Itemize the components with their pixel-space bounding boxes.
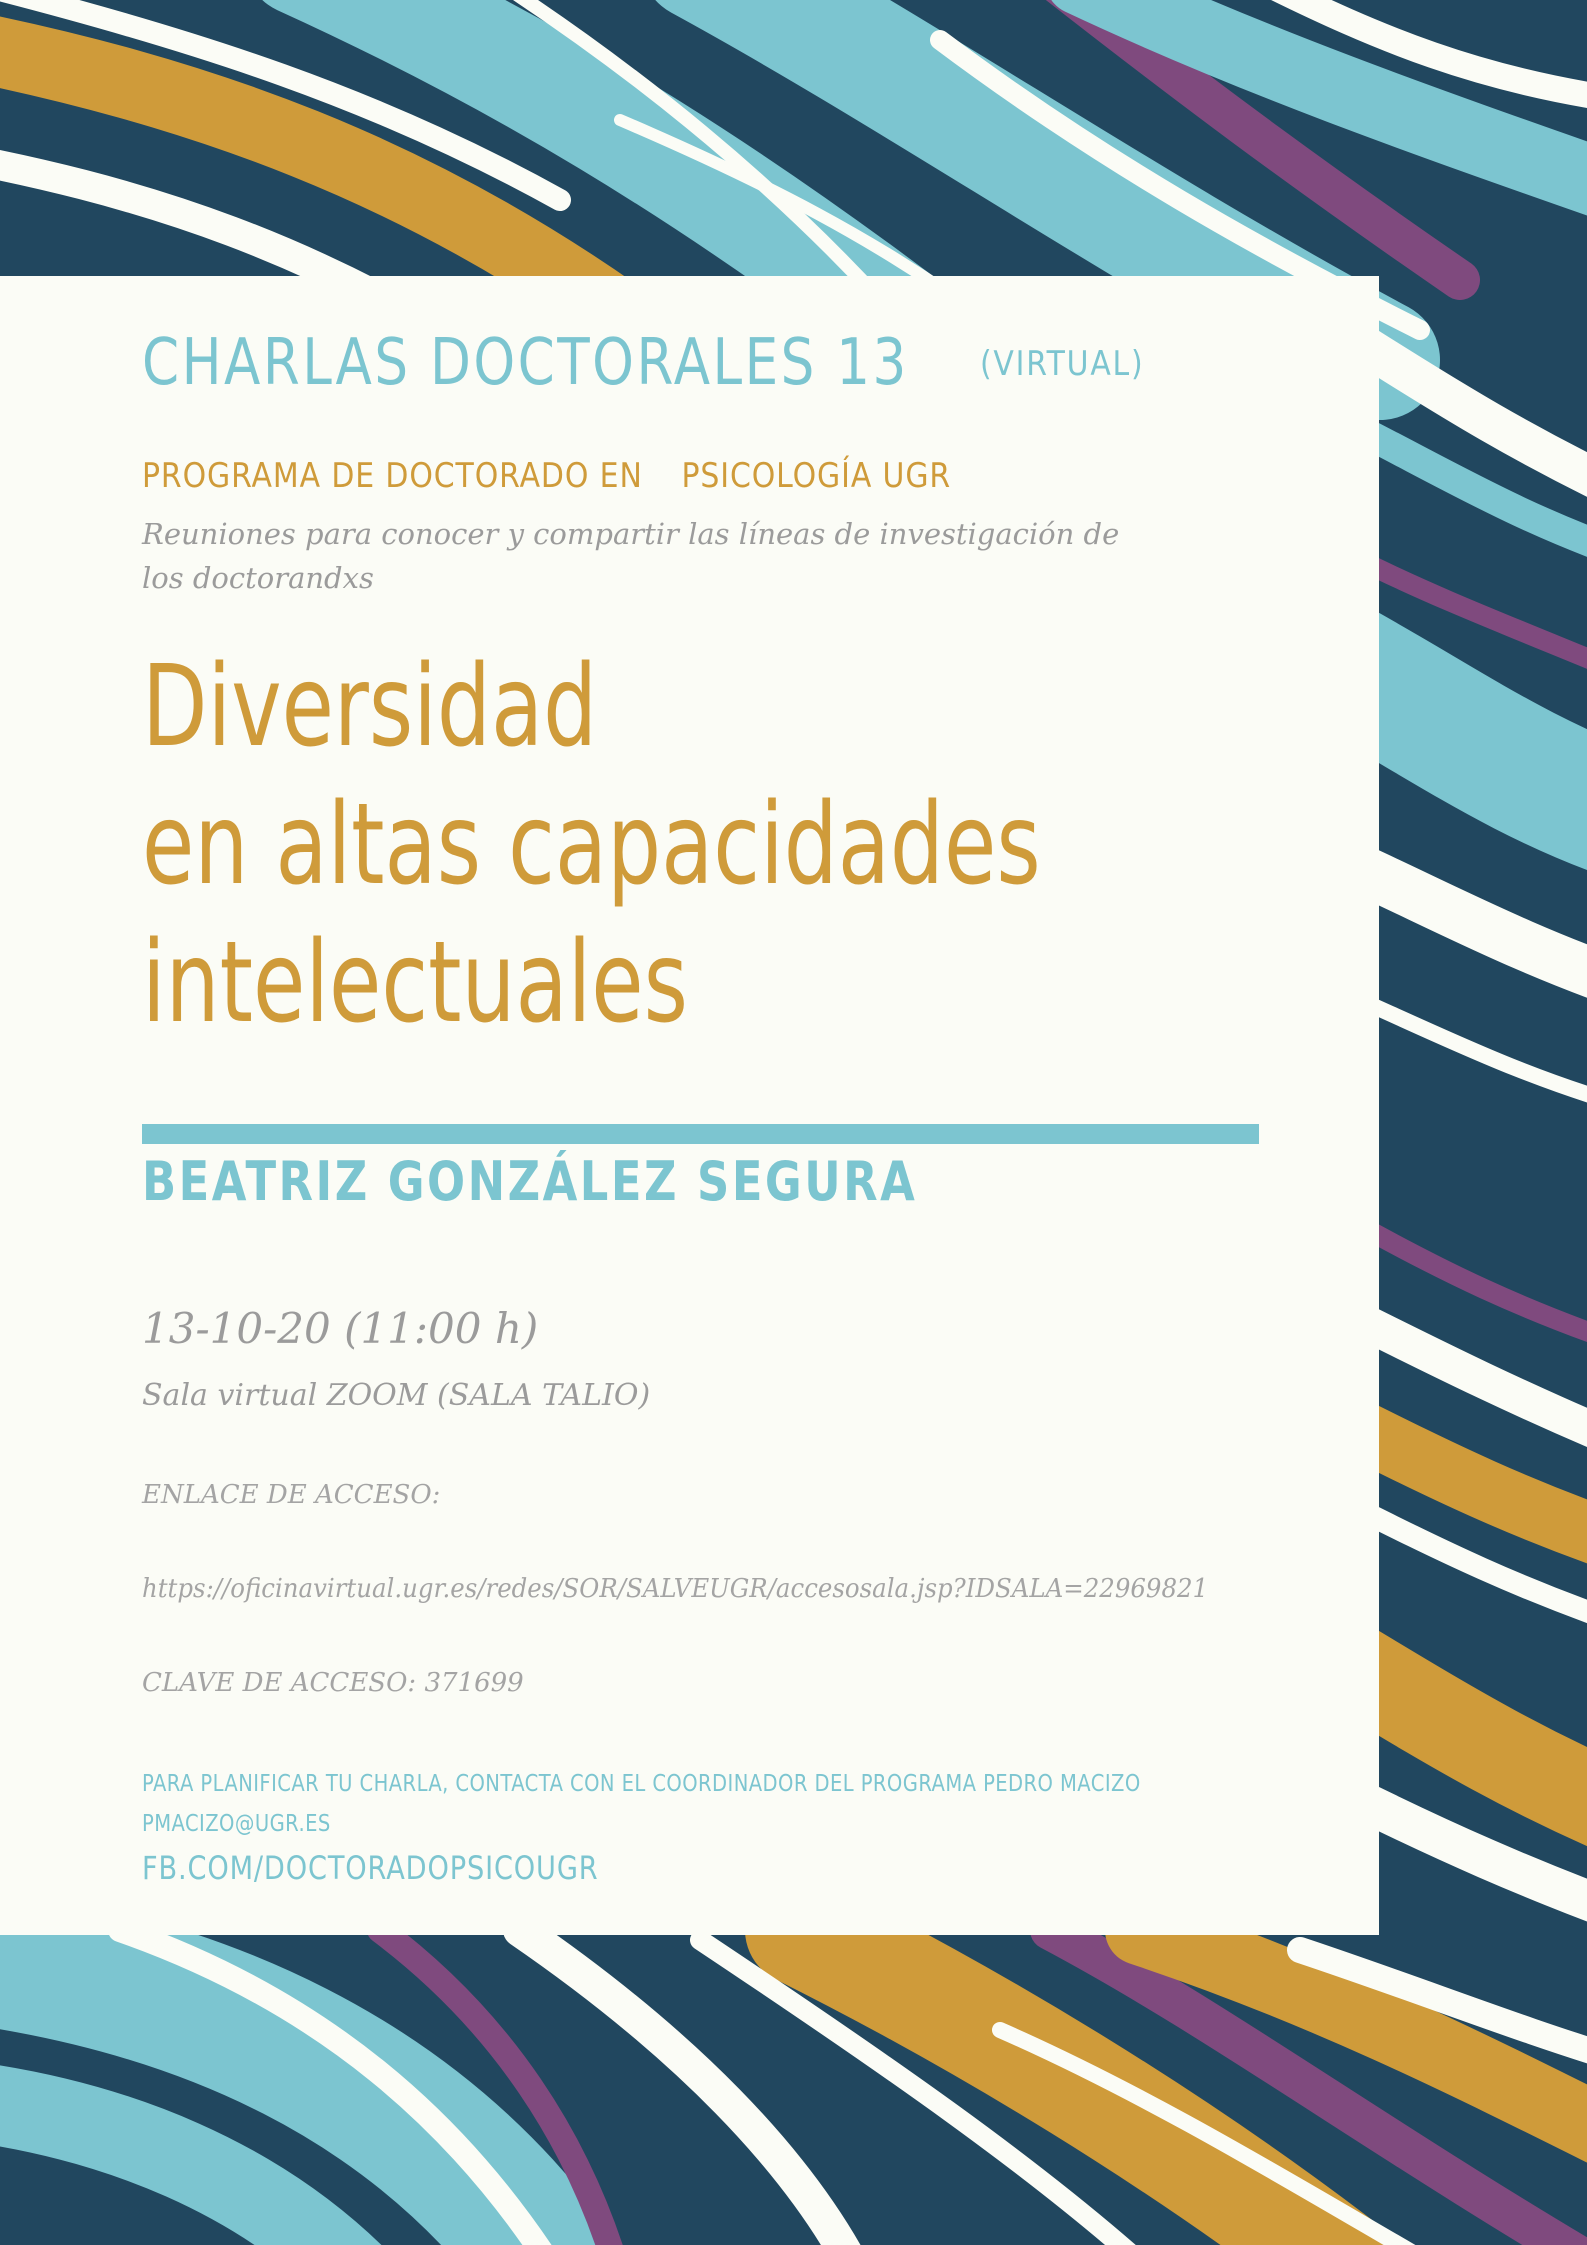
access-link[interactable]: https://oficinavirtual.ugr.es/redes/SOR/SALVEUGR/accesosala.jsp?IDSALA=22969821 — [142, 1574, 1209, 1604]
facebook-link[interactable]: FB.COM/DOCTORADOPSICOUGR — [142, 1849, 599, 1887]
contact-email[interactable]: PMACIZO@UGR.ES — [142, 1811, 331, 1837]
content-panel — [0, 276, 1379, 1935]
talk-title-line: intelectuales — [142, 918, 689, 1048]
access-key: CLAVE DE ACCESO: 371699 — [142, 1668, 524, 1698]
access-link-label: ENLACE DE ACCESO: — [142, 1480, 441, 1510]
title-divider — [142, 1124, 1259, 1144]
event-venue: Sala virtual ZOOM (SALA TALIO) — [142, 1378, 651, 1413]
talk-title — [142, 638, 1272, 1052]
event-datetime: 13-10-20 (11:00 h) — [142, 1304, 539, 1353]
description: Reuniones para conocer y compartir las líneas de investigación de los doctorandxs — [142, 517, 1120, 595]
contact-info — [142, 1764, 1272, 1844]
talk-title-line: Diversidad — [142, 642, 598, 772]
series-title: CHARLAS DOCTORALES 13 — [142, 326, 909, 400]
contact-line: PARA PLANIFICAR TU CHARLA, CONTACTA CON EL COORDINADOR DEL PROGRAMA PEDRO MACIZO — [142, 1771, 1141, 1797]
program-line — [142, 456, 951, 496]
talk-title-line: en altas capacidades — [142, 780, 1041, 910]
program-name: PSICOLOGÍA UGR — [681, 456, 952, 496]
program-prefix: PROGRAMA DE DOCTORADO EN — [142, 456, 643, 496]
virtual-badge: (VIRTUAL) — [980, 344, 1145, 384]
speaker-name: BEATRIZ GONZÁLEZ SEGURA — [142, 1150, 918, 1213]
